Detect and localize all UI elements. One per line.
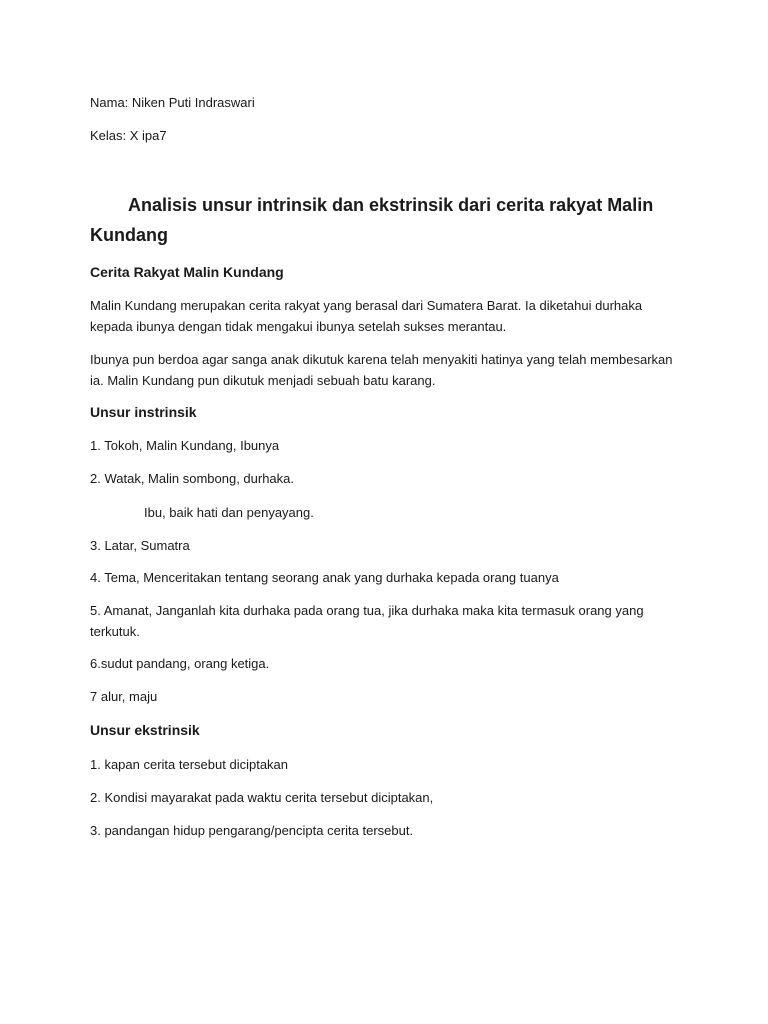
document-title: Analisis unsur intrinsik dan ekstrinsik dari cerita rakyat Malin Kundang	[90, 195, 654, 245]
story-heading: Cerita Rakyat Malin Kundang	[90, 264, 284, 280]
extrinsic-item: 3. pandangan hidup pengarang/pencipta cerita tersebut.	[90, 823, 414, 838]
intrinsic-item: 6.sudut pandang, orang ketiga.	[90, 656, 270, 671]
intrinsic-item: 5. Amanat, Janganlah kita durhaka pada orang tua, jika durhaka maka kita termasuk orang yang terkutuk.	[90, 603, 644, 639]
intrinsic-item: 7 alur, maju	[90, 689, 158, 704]
intrinsic-item: 4. Tema, Menceritakan tentang seorang anak yang durhaka kepada orang tuanya	[90, 570, 559, 585]
intrinsic-heading: Unsur instrinsik	[90, 404, 197, 420]
intrinsic-item: 3. Latar, Sumatra	[90, 538, 190, 553]
intrinsic-item: 1. Tokoh, Malin Kundang, Ibunya	[90, 438, 280, 453]
story-paragraph-2: Ibunya pun berdoa agar sanga anak dikutuk karena telah menyakiti hatinya yang telah membesarkan ia. Malin Kundang pun dikutuk menjadi sebuah batu karang.	[90, 352, 673, 388]
extrinsic-item: 2. Kondisi mayarakat pada waktu cerita tersebut diciptakan,	[90, 790, 434, 805]
student-name: Nama: Niken Puti Indraswari	[90, 95, 255, 110]
student-class: Kelas: X ipa7	[90, 128, 167, 143]
intrinsic-item: 2. Watak, Malin sombong, durhaka.	[90, 471, 295, 486]
story-paragraph-1: Malin Kundang merupakan cerita rakyat yang berasal dari Sumatera Barat. Ia diketahui durhaka kepada ibunya dengan tidak mengakui ibunya setelah sukses merantau.	[90, 298, 643, 334]
intrinsic-item-indented: Ibu, baik hati dan penyayang.	[144, 505, 314, 520]
extrinsic-heading: Unsur ekstrinsik	[90, 722, 200, 738]
extrinsic-item: 1. kapan cerita tersebut diciptakan	[90, 757, 289, 772]
